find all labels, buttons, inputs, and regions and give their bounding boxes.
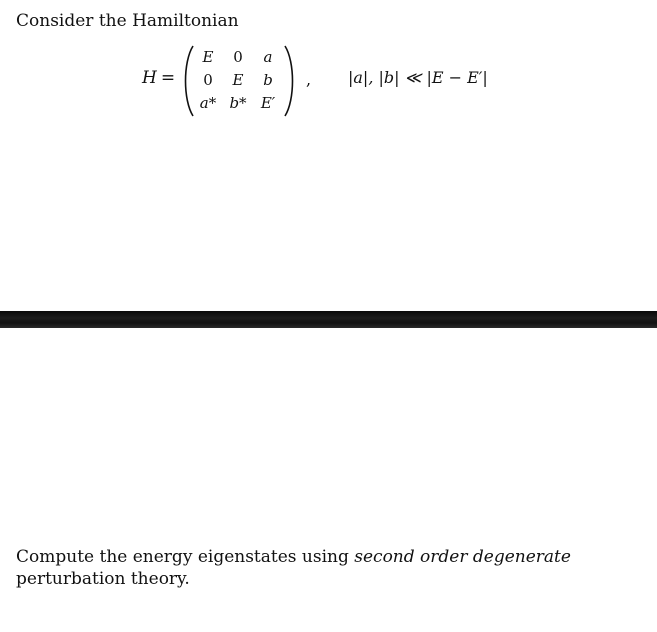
equation-lhs — [142, 68, 175, 88]
task-emphasis: second order degenerate — [354, 547, 571, 567]
task-text — [16, 546, 636, 590]
matrix-cell-r3c3: E′ — [260, 94, 276, 112]
right-parenthesis — [283, 44, 297, 118]
matrix-cell-r3c1: a* — [199, 94, 217, 112]
matrix-cell-r1c3: a — [263, 48, 273, 66]
task-prefix: Compute the energy eigenstates using — [16, 547, 355, 567]
hamiltonian-symbol: H — [142, 68, 157, 88]
matrix-cell-r2c2: E — [232, 71, 244, 89]
perturbation-condition: |a|, |b| ≪ |E − E′| — [348, 68, 488, 87]
matrix-cell-r1c1: E — [202, 48, 214, 66]
intro-text: Consider the Hamiltonian — [16, 11, 239, 31]
task-suffix: perturbation theory. — [16, 569, 190, 589]
equation-comma: , — [306, 70, 312, 89]
equals-sign: = — [160, 68, 176, 88]
matrix-cell-r2c3: b — [263, 71, 273, 89]
hamiltonian-equation — [0, 44, 657, 118]
dark-divider-band — [0, 311, 657, 328]
matrix — [193, 46, 285, 116]
matrix-cell-r2c1: 0 — [203, 71, 213, 89]
matrix-cell-r1c2: 0 — [233, 48, 243, 66]
matrix-cell-r3c2: b* — [229, 94, 247, 112]
